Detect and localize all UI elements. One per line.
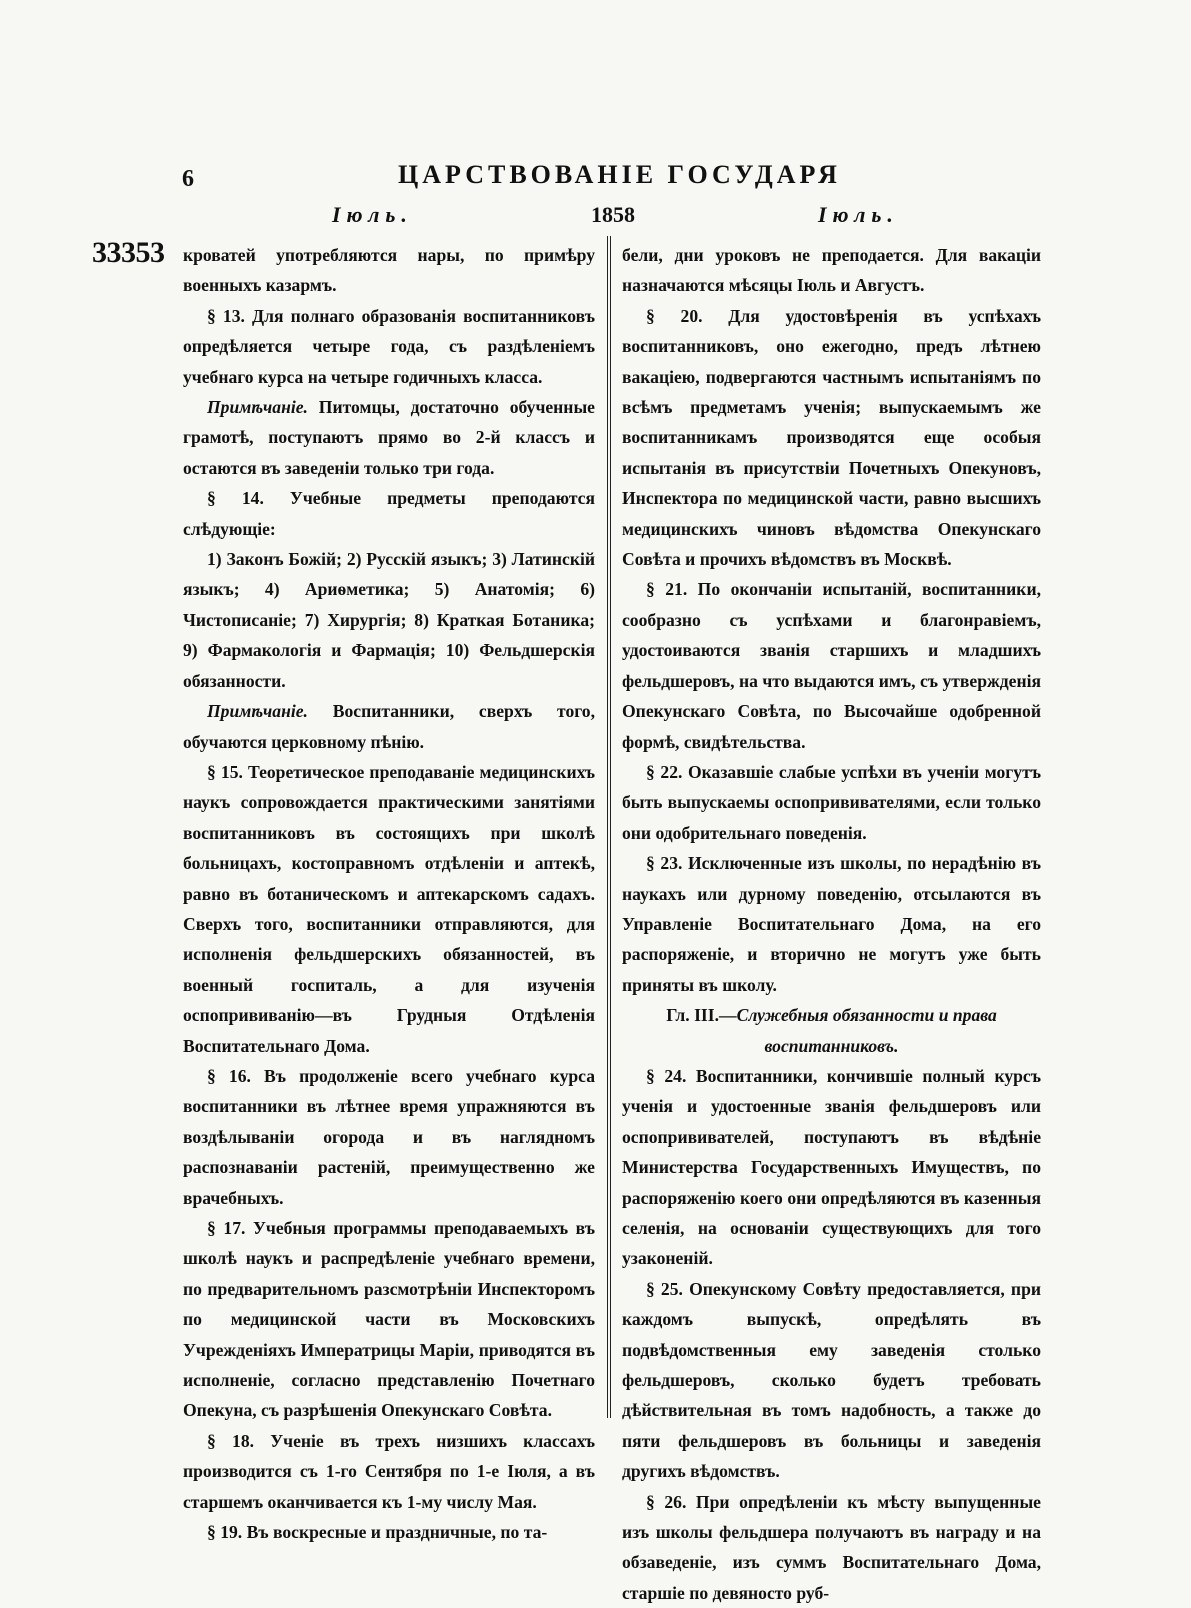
- chapter-title: Служебныя обязанности и права воспитанниковъ.: [736, 1005, 997, 1056]
- paragraph: [622, 1274, 1041, 1487]
- paragraph-text: § 23. Исключенные изъ школы, по нерадѣнію въ наукахъ или дурному поведенію, отсылаются въ Управленіе Воспитательнаго Дома, на его распоряженіе, и вторично не могутъ уже быть приняты въ школу.: [622, 853, 1041, 995]
- paragraph-text: Воспитанники, сверхъ того, обучаются церковному пѣнію.: [183, 701, 595, 752]
- entry-number: 33353: [92, 236, 165, 269]
- paragraph-text: 1) Законъ Божій; 2) Русскій языкъ; 3) Латинскій языкъ; 4) Ариѳметика; 5) Анатомія; 6) Чистописаніе; 7) Хирургія; 8) Краткая Ботаника; 9) Фармакологія и Фармація; 10) Фельдшерскія обязанности.: [183, 549, 595, 691]
- page-number: 6: [182, 166, 194, 192]
- paragraph: [183, 1517, 595, 1547]
- paragraph: [183, 392, 595, 483]
- running-head: ЦАРСТВОВАНІЕ ГОСУДАРЯ: [398, 160, 841, 189]
- paragraph: [183, 301, 595, 392]
- paragraph-text: § 24. Воспитанники, кончившіе полный курсъ ученія и удостоенные званія фельдшеровъ или оспопрививателей, поступаютъ въ вѣдѣніе Министерства Государственныхъ Имуществъ, по распоряженію коего они опредѣляются въ казенныя селенія, на основаніи существующихъ для того узаконеній.: [622, 1065, 1041, 1269]
- paragraph-text: § 15. Теоретическое преподаваніе медицинскихъ наукъ сопровождается практическими занятіями воспитанниковъ въ состоящихъ при школѣ больницахъ, костоправномъ отдѣленіи и аптекѣ, равно въ ботаническомъ и аптекарскомъ садахъ. Сверхъ того, воспитанники отправляются, для исполненія фельдшерскихъ обязанностей, въ военный госпиталь, а для изученія оспопрививанію—въ Грудныя Отдѣленія Воспитательнаго Дома.: [183, 761, 595, 1056]
- chapter-label: Гл. III.—: [666, 1005, 737, 1026]
- paragraph-text: § 13. Для полнаго образованія воспитанниковъ опредѣляется четыре года, съ раздѣленіемъ учебнаго курса на четыре годичныхъ класса.: [183, 305, 595, 387]
- paragraph: [183, 1061, 595, 1213]
- paragraph: [183, 757, 595, 1061]
- paragraph: [183, 240, 595, 301]
- paragraph-text: § 16. Въ продолженіе всего учебнаго курса воспитанники въ лѣтнее время упражняются въ воздѣлываніи огорода и въ наглядномъ распознаваніи растеній, преимущественно же врачебныхъ.: [183, 1065, 595, 1208]
- paragraph: [622, 301, 1041, 575]
- paragraph: [183, 544, 595, 696]
- paragraph-text: Питомцы, достаточно обученные грамотѣ, поступаютъ прямо во 2-й классъ и остаются въ заведеніи только три года.: [183, 397, 595, 478]
- paragraph: [183, 1426, 595, 1517]
- paragraph-text: кроватей употребляются нары, по примѣру военныхъ казармъ.: [183, 245, 595, 296]
- note-label: Примѣчаніе.: [207, 397, 308, 418]
- paragraph-text: § 26. При опредѣленіи къ мѣсту выпущенные изъ школы фельдшера получаютъ въ награду и на обзаведеніе, изъ суммъ Воспитательнаго Дома, старшіе по девяносто руб-: [622, 1491, 1041, 1603]
- paragraph-text: § 14. Учебные предметы преподаются слѣдующіе:: [183, 488, 595, 539]
- paragraph: [622, 848, 1041, 1000]
- paragraph: [622, 240, 1041, 301]
- paragraph-text: § 17. Учебныя программы преподаваемыхъ въ школѣ наукъ и распредѣленіе учебнаго времени, по предварительномъ разсмотрѣніи Инспекторомъ по медицинской части въ Московскихъ Учрежденіяхъ Императрицы Маріи, приводятся въ исполненіе, согласно представленію Почетнаго Опекуна, съ разрѣшенія Опекунскаго Совѣта.: [183, 1218, 595, 1421]
- paragraph: [622, 574, 1041, 756]
- paragraph: [622, 757, 1041, 848]
- left-column: [183, 240, 595, 1547]
- paragraph: [183, 696, 595, 757]
- paragraph-text: § 21. По окончаніи испытаній, воспитанники, сообразно съ успѣхами и благонравіемъ, удостоиваются званія старшихъ и младшихъ фельдшеровъ, на что выдаются имъ, съ утвержденія Опекунскаго Совѣта, по Высочайше одобренной формѣ, свидѣтельства.: [622, 579, 1041, 752]
- month-right: Іюль.: [818, 202, 899, 227]
- right-column: [622, 240, 1041, 1608]
- note-label: Примѣчаніе.: [207, 701, 308, 722]
- paragraph-text: § 20. Для удостовѣренія въ успѣхахъ воспитанниковъ, оно ежегодно, предъ лѣтнею вакаціею, подвергаются частнымъ испытаніямъ по всѣмъ предметамъ ученія; выпускаемымъ же воспитанникамъ производятся еще особыя испытанія въ присутствіи Почетныхъ Опекуновъ, Инспектора по медицинской части, равно высшихъ медицинскихъ чиновъ вѣдомства Опекунскаго Совѣта и прочихъ вѣдомствъ въ Москвѣ.: [622, 305, 1041, 570]
- paragraph-text: бели, дни уроковъ не преподается. Для вакаціи назначаются мѣсяцы Іюль и Августъ.: [622, 245, 1041, 296]
- paragraph-text: § 22. Оказавшіе слабые успѣхи въ ученіи могутъ быть выпускаемы оспопрививателями, если только они одобрительнаго поведенія.: [622, 761, 1041, 843]
- paragraph-text: § 25. Опекунскому Совѣту предоставляется, при каждомъ выпускѣ, опредѣлять въ подвѣдомственныя ему заведенія столько фельдшеровъ, сколько будетъ требовать дѣйствительная въ томъ надобность, а также до пяти фельдшеровъ въ больницы и заведенія другихъ вѣдомствъ.: [622, 1278, 1041, 1482]
- year: 1858: [591, 202, 635, 227]
- paragraph-text: § 18. Ученіе въ трехъ низшихъ классахъ производится съ 1-го Сентября по 1-е Іюля, а въ старшемъ оканчивается къ 1-му числу Мая.: [183, 1430, 595, 1512]
- paragraph: [622, 1061, 1041, 1274]
- month-left: Іюль.: [332, 202, 413, 227]
- paragraph-text: § 19. Въ воскресные и праздничные, по та-: [207, 1522, 548, 1543]
- paragraph: [622, 1487, 1041, 1608]
- paragraph: [622, 1000, 1041, 1061]
- paragraph: [183, 1213, 595, 1426]
- column-divider: [607, 236, 611, 1418]
- paragraph: [183, 483, 595, 544]
